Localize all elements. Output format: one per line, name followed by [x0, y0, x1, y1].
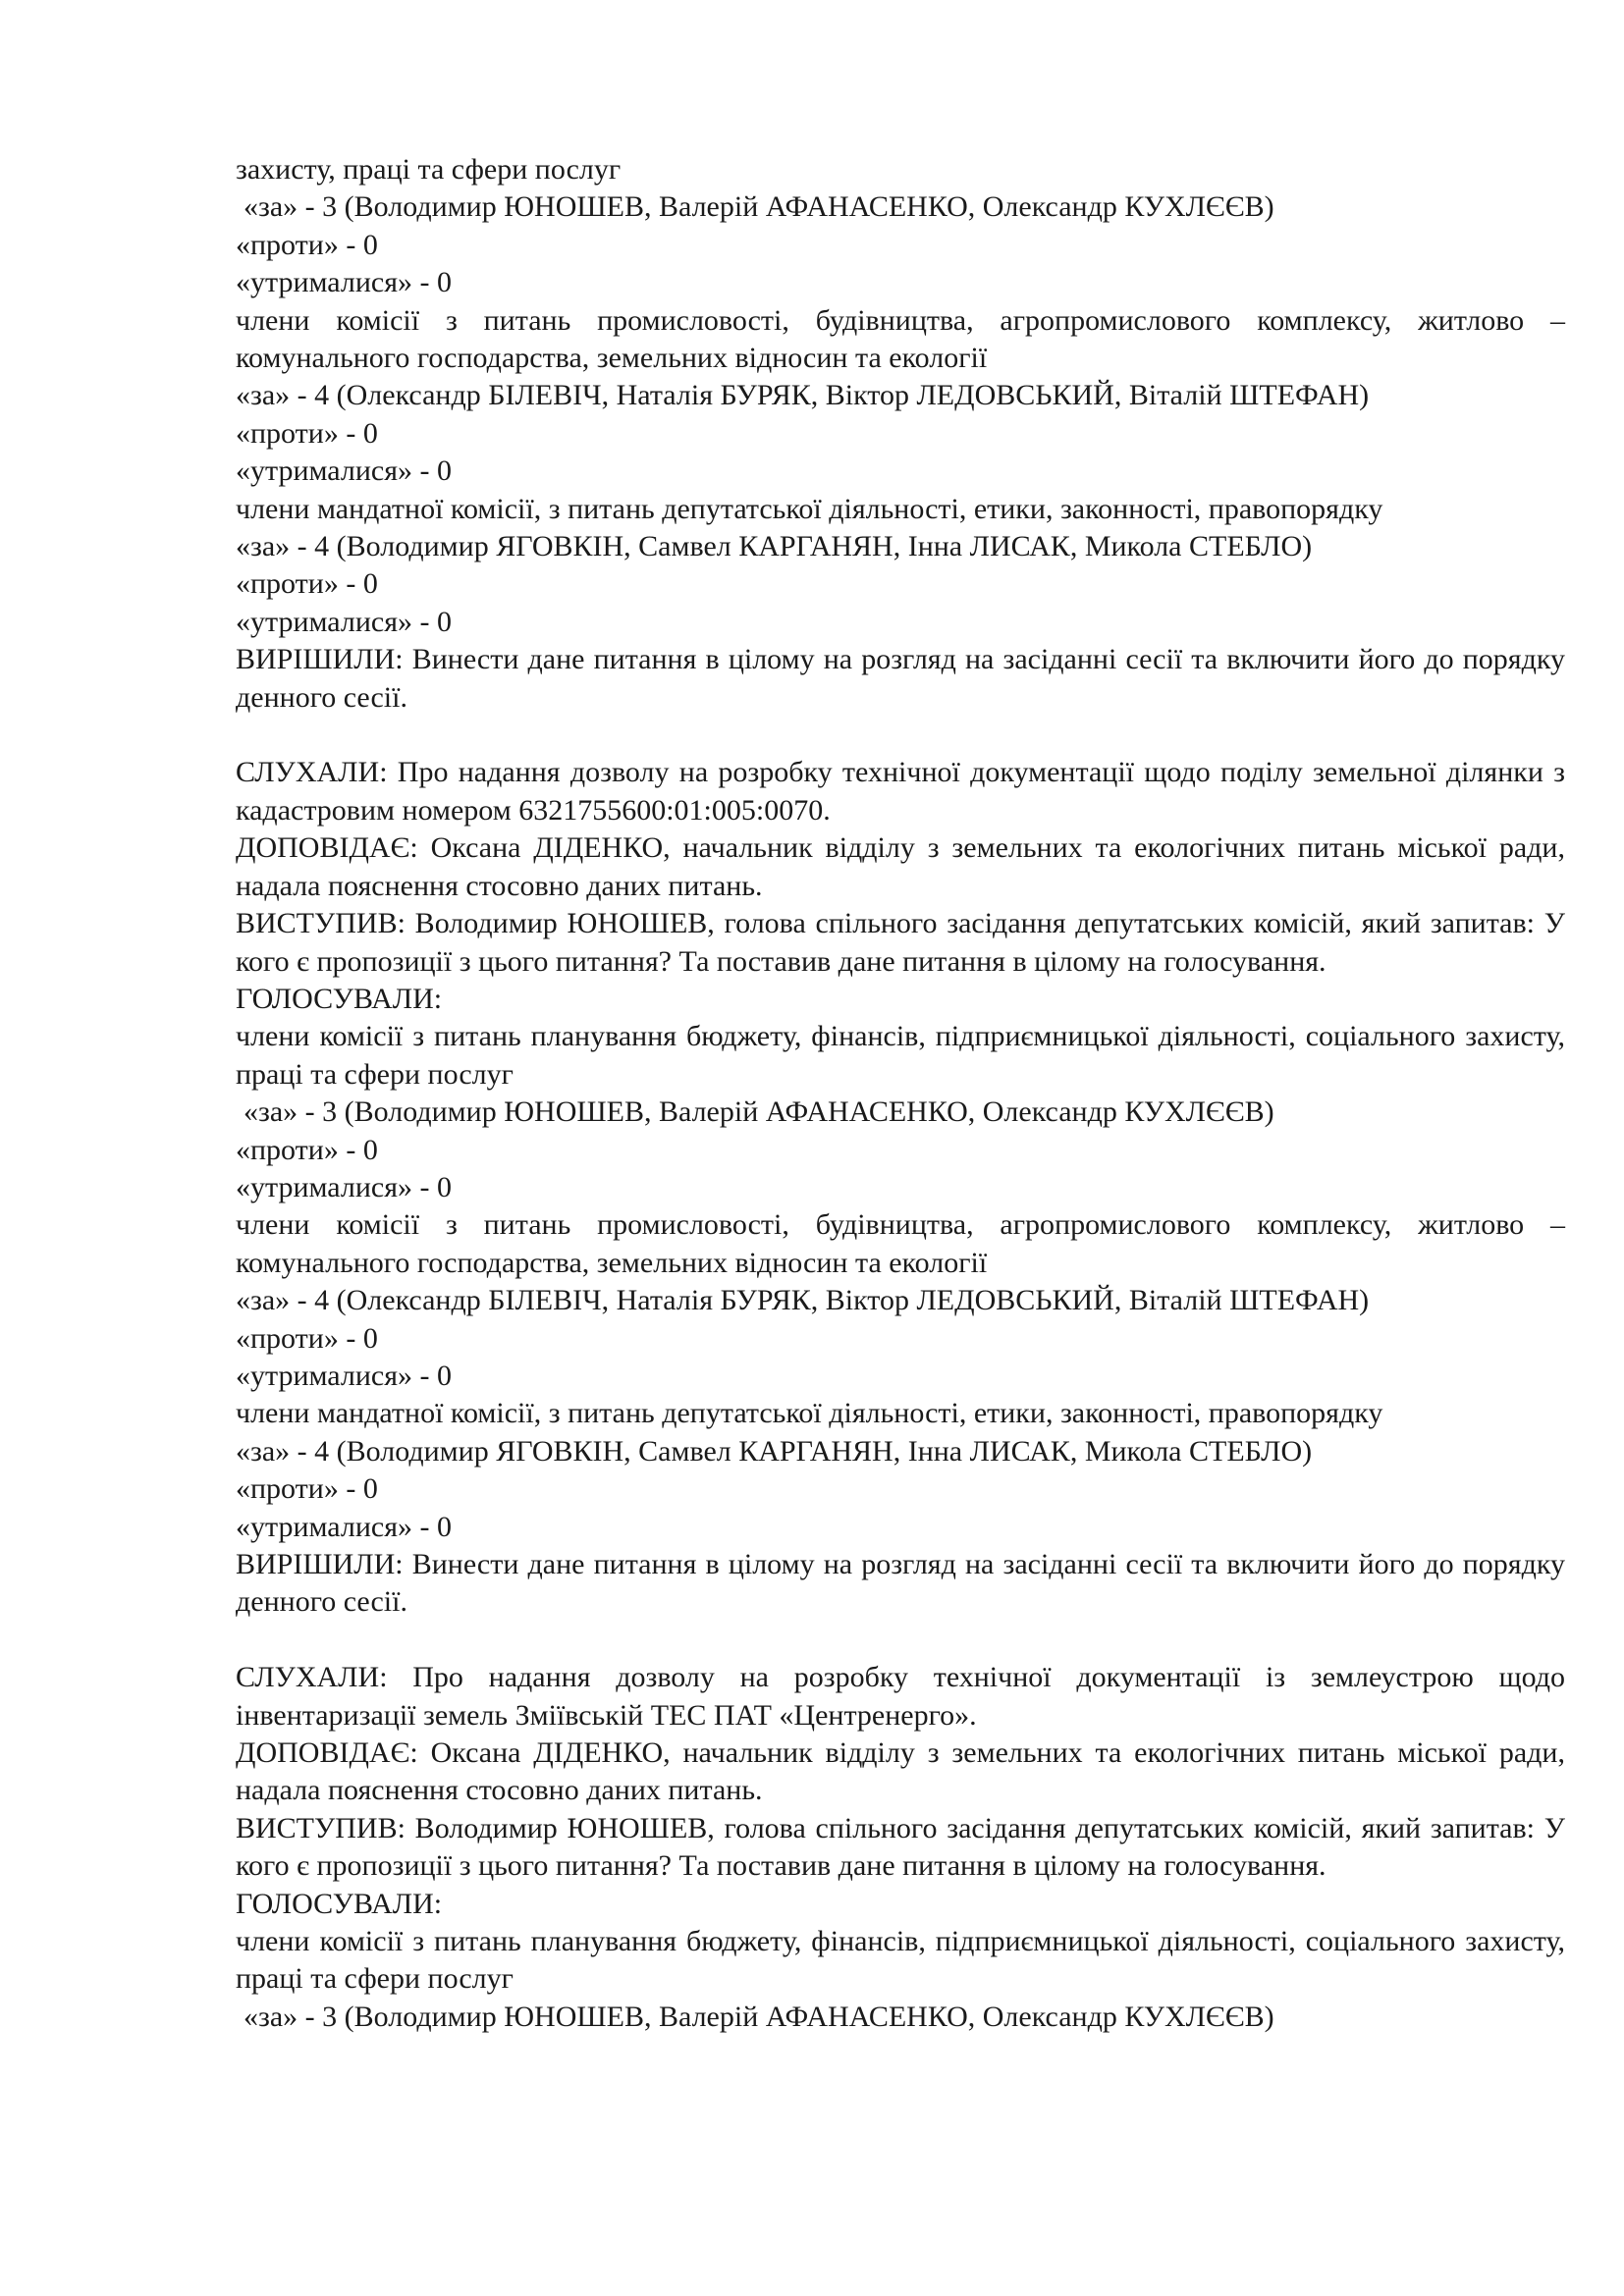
text-line: «проти» - 0: [236, 1321, 378, 1355]
text-line: «за» - 3 (Володимир ЮНОШЕВ, Валерій АФАНАСЕНКО, Олександр КУХЛЄЄВ): [244, 2000, 1274, 2033]
text-line: «проти» - 0: [236, 228, 378, 261]
text-line: «утрималися» - 0: [236, 1170, 453, 1203]
text-line: «за» - 3 (Володимир ЮНОШЕВ, Валерій АФАНАСЕНКО, Олександр КУХЛЄЄВ): [244, 190, 1274, 224]
paragraph: члени комісії з питань промисловості, будівництва, агропромислового комплексу, житлово – комунального господарства, земельних відносин та екології: [236, 303, 1565, 375]
text-line: «утрималися» - 0: [236, 266, 453, 299]
text-line: «за» - 4 (Володимир ЯГОВКІН, Самвел КАРГАНЯН, Інна ЛИСАК, Микола СТЕБЛО): [236, 530, 1313, 563]
text-line: ГОЛОСУВАЛИ:: [236, 1887, 443, 1920]
paragraph: ВИСТУПИВ: Володимир ЮНОШЕВ, голова спільного засідання депутатських комісій, який запитав: У кого є пропозиції з цього питання? Та поставив дане питання в цілому на голосування.: [236, 907, 1565, 978]
paragraph: члени комісії з питань планування бюджету, фінансів, підприємницької діяльності, соціального захисту, праці та сфери послуг: [236, 1925, 1565, 1996]
document-page: [236, 151, 1565, 2036]
text-line: «за» - 4 (Володимир ЯГОВКІН, Самвел КАРГАНЯН, Інна ЛИСАК, Микола СТЕБЛО): [236, 1434, 1313, 1468]
paragraph: ВИРІШИЛИ: Винести дане питання в цілому на розгляд на засіданні сесії та включити його до порядку денного сесії.: [236, 643, 1565, 714]
paragraph: члени комісії з питань промисловості, будівництва, агропромислового комплексу, житлово – комунального господарства, земельних відносин та екології: [236, 1208, 1565, 1279]
paragraph: СЛУХАЛИ: Про надання дозволу на розробку технічної документації із землеустрою щодо інвентаризації земель Зміївській ТЕС ПАТ «Центренерго».: [236, 1661, 1565, 1732]
text-line: члени мандатної комісії, з питань депутатської діяльності, етики, законності, правопорядку: [236, 492, 1383, 525]
text-line: «за» - 4 (Олександр БІЛЕВІЧ, Наталія БУРЯК, Віктор ЛЕДОВСЬКИЙ, Віталій ШТЕФАН): [236, 1284, 1370, 1317]
text-line: члени мандатної комісії, з питань депутатської діяльності, етики, законності, правопорядку: [236, 1397, 1383, 1430]
text-line: «проти» - 0: [236, 416, 378, 450]
text-line: «за» - 3 (Володимир ЮНОШЕВ, Валерій АФАНАСЕНКО, Олександр КУХЛЄЄВ): [244, 1095, 1274, 1129]
paragraph: ДОПОВІДАЄ: Оксана ДІДЕНКО, начальник відділу з земельних та екологічних питань міської ради, надала пояснення стосовно даних питань.: [236, 1736, 1565, 1807]
text-line: «утрималися» - 0: [236, 454, 453, 488]
text-line: «за» - 4 (Олександр БІЛЕВІЧ, Наталія БУРЯК, Віктор ЛЕДОВСЬКИЙ, Віталій ШТЕФАН): [236, 379, 1370, 412]
paragraph: СЛУХАЛИ: Про надання дозволу на розробку технічної документації щодо поділу земельної ділянки з кадастровим номером 6321755600:01:005:0070.: [236, 756, 1565, 827]
text-line: «утрималися» - 0: [236, 1359, 453, 1392]
paragraph: ДОПОВІДАЄ: Оксана ДІДЕНКО, начальник відділу з земельних та екологічних питань міської ради, надала пояснення стосовно даних питань.: [236, 831, 1565, 902]
text-line: ГОЛОСУВАЛИ:: [236, 982, 443, 1015]
text-line: «проти» - 0: [236, 567, 378, 601]
text-line: «проти» - 0: [236, 1472, 378, 1506]
paragraph: члени комісії з питань планування бюджету, фінансів, підприємницької діяльності, соціального захисту, праці та сфери послуг: [236, 1020, 1565, 1091]
paragraph: ВИСТУПИВ: Володимир ЮНОШЕВ, голова спільного засідання депутатських комісій, який запитав: У кого є пропозиції з цього питання? Та поставив дане питання в цілому на голосування.: [236, 1811, 1565, 1883]
blank-line: [236, 717, 1565, 754]
text-line: «утрималися» - 0: [236, 1510, 453, 1543]
paragraph: ВИРІШИЛИ: Винести дане питання в цілому на розгляд на засіданні сесії та включити його до порядку денного сесії.: [236, 1548, 1565, 1619]
text-line: «утрималися» - 0: [236, 605, 453, 638]
blank-line: [236, 1622, 1565, 1659]
text-line: «проти» - 0: [236, 1133, 378, 1166]
text-line: захисту, праці та сфери послуг: [236, 153, 622, 186]
